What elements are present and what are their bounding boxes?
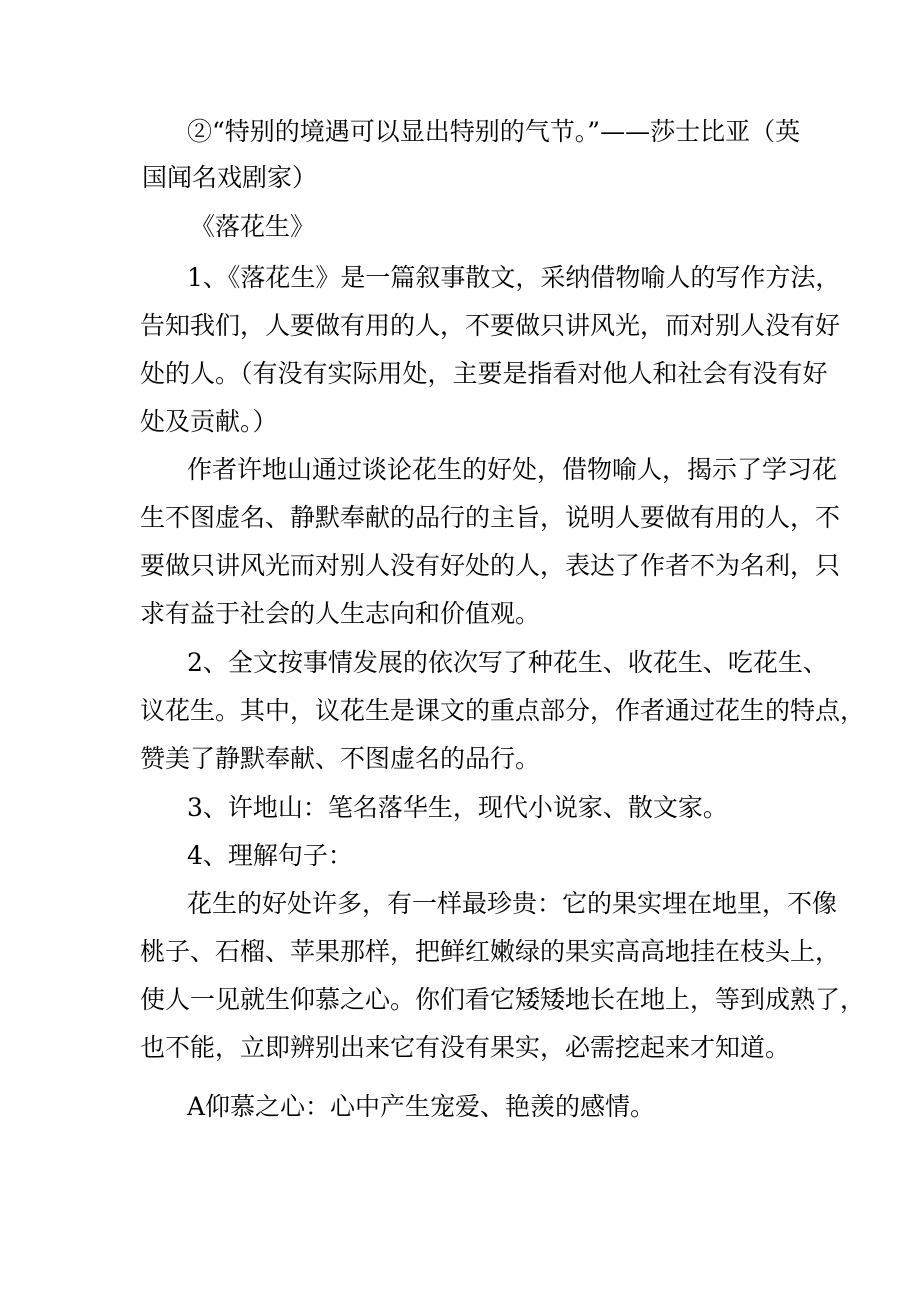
paragraph-2-line-1: 作者许地山通过谈论花生的好处，借物喻人，揭示了学习花: [187, 455, 838, 484]
quote-line-1: ②“特别的境遇可以显出特别的气节。”——莎士比亚（英: [187, 117, 801, 146]
paragraph-1-line-2: 告知我们，人要做有用的人，不要做只讲风光，而对别人没有好: [140, 311, 841, 340]
paragraph-6-line-4: 也不能，立即辨别出来它有没有果实，必需挖起来才知道。: [140, 1033, 791, 1062]
paragraph-3-line-1: 2、全文按事情发展的依次写了种花生、收花生、吃花生、: [187, 648, 828, 677]
paragraph-5: 4、理解句子：: [187, 841, 353, 870]
paragraph-3-line-2: 议花生。其中，议花生是课文的重点部分，作者通过花生的特点，: [140, 696, 866, 725]
paragraph-1-line-1: 1、《落花生》是一篇叙事散文，采纳借物喻人的写作方法，: [187, 263, 841, 292]
paragraph-6-line-1: 花生的好处许多，有一样最珍贵：它的果实埋在地里，不像: [187, 889, 838, 918]
paragraph-7: A仰慕之心：心中产生宠爱、艳羡的感情。: [187, 1092, 656, 1121]
paragraph-6-line-2: 桃子、石榴、苹果那样，把鲜红嫩绿的果实高高地挂在枝头上，: [140, 937, 841, 966]
paragraph-1-line-3: 处的人。（有没有实际用处，主要是指看对他人和社会有没有好: [140, 359, 828, 388]
quote-line-2: 国闻名戏剧家）: [142, 163, 318, 192]
paragraph-2-line-3: 要做只讲风光而对别人没有好处的人，表达了作者不为名利，只: [140, 551, 841, 580]
paragraph-1-line-4: 处及贡献。）: [140, 407, 278, 436]
paragraph-4: 3、许地山：笔名落华生，现代小说家、散文家。: [187, 793, 728, 822]
section-title: 《落花生》: [190, 212, 316, 241]
paragraph-6-line-3: 使人一见就生仰慕之心。你们看它矮矮地长在地上，等到成熟了，: [140, 985, 866, 1014]
paragraph-2-line-4: 求有益于社会的人生志向和价值观。: [140, 599, 541, 628]
paragraph-3-line-3: 赞美了静默奉献、不图虚名的品行。: [140, 744, 541, 773]
paragraph-2-line-2: 生不图虚名、静默奉献的品行的主旨，说明人要做有用的人，不: [140, 503, 841, 532]
